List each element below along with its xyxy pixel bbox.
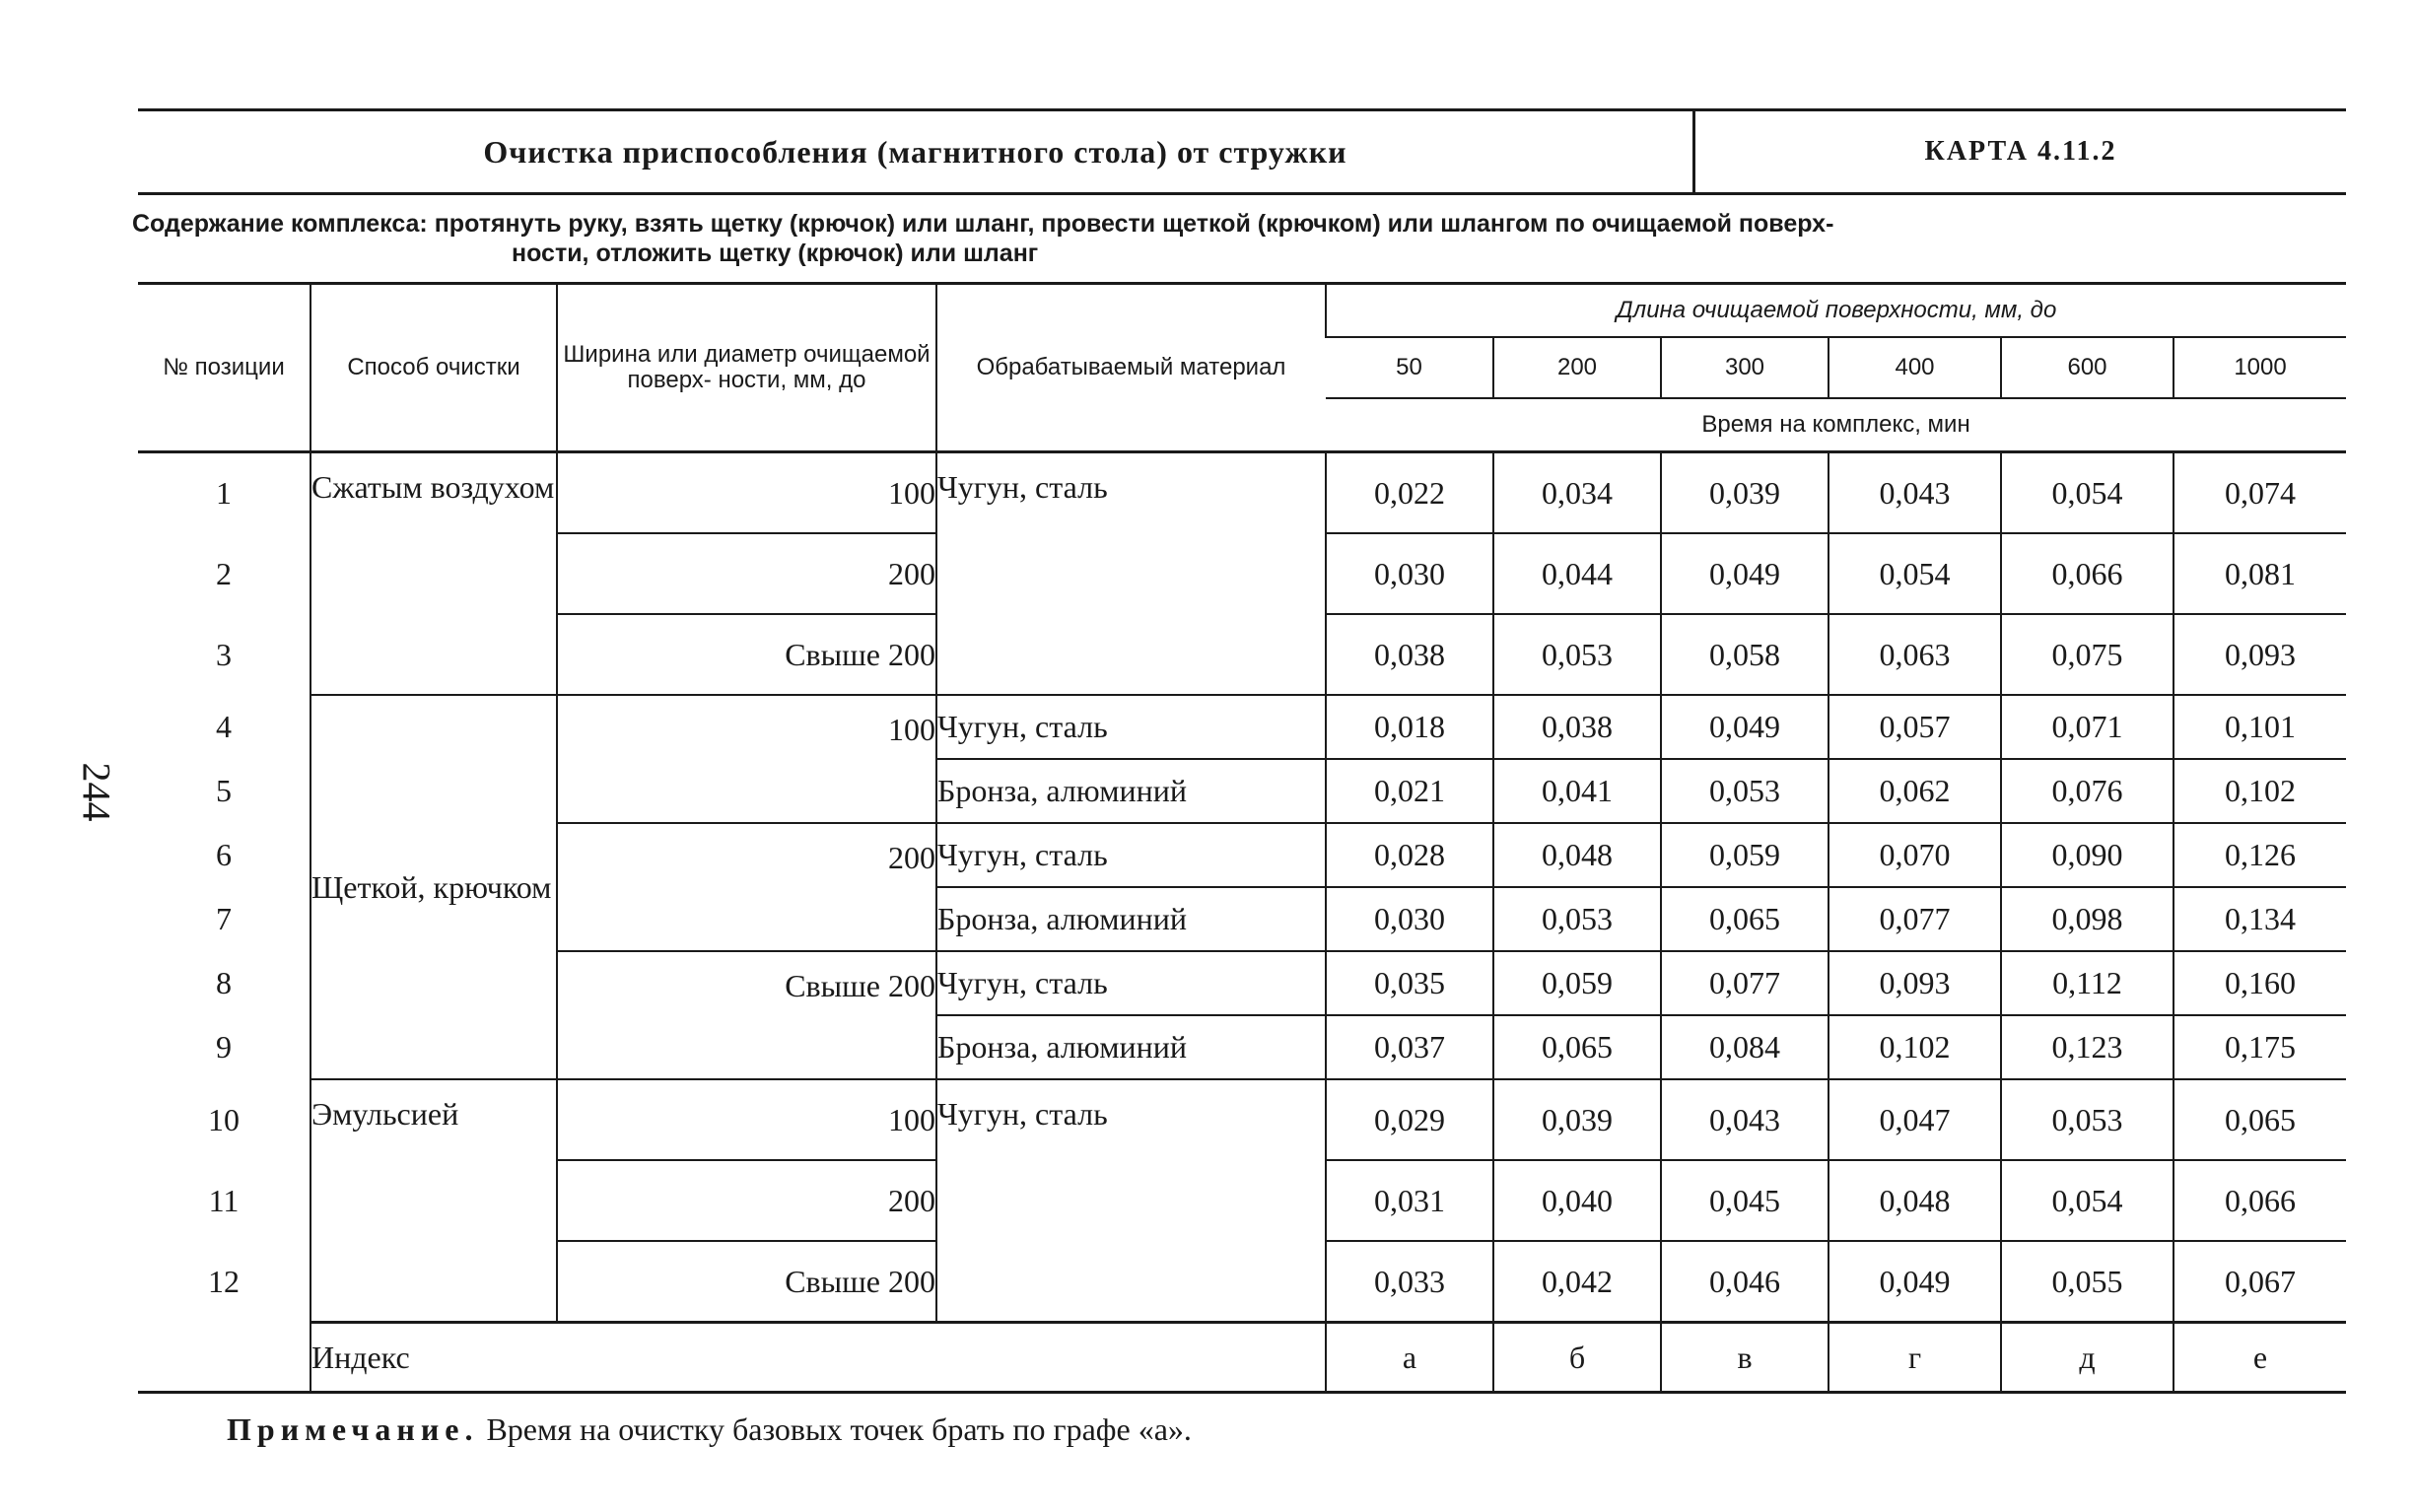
material-cell: Бронза, алюминий — [936, 887, 1326, 951]
value-cell: 0,093 — [1828, 951, 2001, 1015]
value-cell: 0,037 — [1326, 1015, 1493, 1079]
width-cell: Свыше 200 — [557, 951, 936, 1079]
value-cell: 0,071 — [2001, 695, 2174, 759]
row-position: 4 — [216, 709, 232, 744]
index-spacer — [138, 1323, 310, 1393]
row-position: 1 — [216, 475, 232, 511]
index-letter: д — [2001, 1323, 2174, 1393]
value-cell: 0,102 — [2174, 759, 2346, 823]
index-letter: г — [1828, 1323, 2001, 1393]
index-letter: б — [1493, 1323, 1661, 1393]
norms-table — [138, 282, 2346, 1394]
card-header — [138, 111, 2346, 195]
note-text: Время на очистку базовых точек брать по графе «а». — [478, 1411, 1192, 1447]
value-cell: 0,039 — [1493, 1079, 1661, 1160]
value-cell: 0,054 — [2001, 1160, 2174, 1241]
index-letter: а — [1326, 1323, 1493, 1393]
material-cell: Чугун, сталь — [936, 951, 1326, 1015]
tech-card — [132, 108, 2346, 1448]
method-cell: Сжатым воздухом — [310, 452, 557, 696]
complex-content — [132, 195, 2346, 282]
value-cell: 0,065 — [2174, 1079, 2346, 1160]
value-cell: 0,030 — [1326, 533, 1493, 614]
col-material: Обрабатываемый материал — [936, 284, 1326, 452]
width-cell: 200 — [557, 1160, 936, 1241]
width-cell: 100 — [557, 452, 936, 534]
row-position: 7 — [216, 901, 232, 936]
value-cell: 0,090 — [2001, 823, 2174, 887]
col-time: Время на комплекс, мин — [1326, 398, 2346, 452]
value-cell: 0,043 — [1661, 1079, 1828, 1160]
row-position: 11 — [208, 1182, 240, 1218]
value-cell: 0,098 — [2001, 887, 2174, 951]
value-cell: 0,045 — [1661, 1160, 1828, 1241]
value-cell: 0,034 — [1493, 452, 1661, 534]
method-cell: Эмульсией — [310, 1079, 557, 1323]
col-length-4: 600 — [2001, 337, 2174, 398]
value-cell: 0,049 — [1828, 1241, 2001, 1323]
value-cell: 0,040 — [1493, 1160, 1661, 1241]
row-position: 6 — [216, 837, 232, 872]
value-cell: 0,053 — [1661, 759, 1828, 823]
value-cell: 0,039 — [1661, 452, 1828, 534]
material-cell: Чугун, сталь — [936, 695, 1326, 759]
value-cell: 0,101 — [2174, 695, 2346, 759]
value-cell: 0,054 — [2001, 452, 2174, 534]
width-cell: 100 — [557, 695, 936, 823]
value-cell: 0,022 — [1326, 452, 1493, 534]
value-cell: 0,066 — [2001, 533, 2174, 614]
value-cell: 0,067 — [2174, 1241, 2346, 1323]
row-position: 3 — [216, 636, 232, 672]
value-cell: 0,049 — [1661, 695, 1828, 759]
col-length-3: 400 — [1828, 337, 2001, 398]
value-cell: 0,126 — [2174, 823, 2346, 887]
width-cell: Свыше 200 — [557, 614, 936, 695]
material-cell: Чугун, сталь — [936, 823, 1326, 887]
value-cell: 0,038 — [1326, 614, 1493, 695]
value-cell: 0,063 — [1828, 614, 2001, 695]
value-cell: 0,041 — [1493, 759, 1661, 823]
value-cell: 0,123 — [2001, 1015, 2174, 1079]
value-cell: 0,084 — [1661, 1015, 1828, 1079]
value-cell: 0,077 — [1828, 887, 2001, 951]
row-position: 12 — [208, 1263, 240, 1299]
value-cell: 0,048 — [1828, 1160, 2001, 1241]
col-length-0: 50 — [1326, 337, 1493, 398]
value-cell: 0,065 — [1661, 887, 1828, 951]
width-cell: 200 — [557, 823, 936, 951]
value-cell: 0,057 — [1828, 695, 2001, 759]
value-cell: 0,054 — [1828, 533, 2001, 614]
footnote — [138, 1411, 2346, 1448]
value-cell: 0,134 — [2174, 887, 2346, 951]
page-number: 244 — [74, 762, 119, 822]
value-cell: 0,018 — [1326, 695, 1493, 759]
value-cell: 0,059 — [1493, 951, 1661, 1015]
width-cell: 100 — [557, 1079, 936, 1160]
value-cell: 0,070 — [1828, 823, 2001, 887]
value-cell: 0,093 — [2174, 614, 2346, 695]
card-title: Очистка приспособления (магнитного стола) от стружки — [138, 111, 1695, 192]
value-cell: 0,066 — [2174, 1160, 2346, 1241]
col-position: № позиции — [138, 284, 310, 452]
value-cell: 0,035 — [1326, 951, 1493, 1015]
value-cell: 0,030 — [1326, 887, 1493, 951]
material-cell: Бронза, алюминий — [936, 1015, 1326, 1079]
value-cell: 0,028 — [1326, 823, 1493, 887]
material-cell: Бронза, алюминий — [936, 759, 1326, 823]
material-cell: Чугун, сталь — [936, 452, 1326, 696]
value-cell: 0,049 — [1661, 533, 1828, 614]
width-cell: 200 — [557, 533, 936, 614]
col-length-2: 300 — [1661, 337, 1828, 398]
value-cell: 0,077 — [1661, 951, 1828, 1015]
value-cell: 0,053 — [1493, 614, 1661, 695]
value-cell: 0,112 — [2001, 951, 2174, 1015]
col-length-5: 1000 — [2174, 337, 2346, 398]
value-cell: 0,021 — [1326, 759, 1493, 823]
value-cell: 0,175 — [2174, 1015, 2346, 1079]
material-cell: Чугун, сталь — [936, 1079, 1326, 1323]
method-cell: Щеткой, крючком — [310, 695, 557, 1079]
col-length-group: Длина очищаемой поверхности, мм, до — [1326, 284, 2346, 338]
index-letter: е — [2174, 1323, 2346, 1393]
table-header — [138, 284, 2346, 338]
value-cell: 0,062 — [1828, 759, 2001, 823]
col-length-1: 200 — [1493, 337, 1661, 398]
value-cell: 0,058 — [1661, 614, 1828, 695]
note-label: Примечание. — [227, 1411, 479, 1447]
col-width: Ширина или диаметр очищаемой поверх- ности, мм, до — [557, 284, 936, 452]
index-letter: в — [1661, 1323, 1828, 1393]
value-cell: 0,055 — [2001, 1241, 2174, 1323]
row-position: 8 — [216, 965, 232, 1000]
value-cell: 0,074 — [2174, 452, 2346, 534]
value-cell: 0,031 — [1326, 1160, 1493, 1241]
card-number: КАРТА 4.11.2 — [1924, 136, 2117, 167]
value-cell: 0,076 — [2001, 759, 2174, 823]
content-line-2: ности, отложить щетку (крючок) или шланг — [512, 240, 1039, 267]
table-row — [138, 1079, 2346, 1160]
value-cell: 0,048 — [1493, 823, 1661, 887]
value-cell: 0,047 — [1828, 1079, 2001, 1160]
value-cell: 0,053 — [1493, 887, 1661, 951]
index-row — [138, 1323, 2346, 1393]
value-cell: 0,042 — [1493, 1241, 1661, 1323]
width-cell: Свыше 200 — [557, 1241, 936, 1323]
value-cell: 0,160 — [2174, 951, 2346, 1015]
value-cell: 0,059 — [1661, 823, 1828, 887]
value-cell: 0,053 — [2001, 1079, 2174, 1160]
index-label: Индекс — [310, 1323, 1326, 1393]
row-position: 2 — [216, 555, 232, 591]
row-position: 10 — [208, 1101, 240, 1137]
value-cell: 0,038 — [1493, 695, 1661, 759]
value-cell: 0,043 — [1828, 452, 2001, 534]
value-cell: 0,046 — [1661, 1241, 1828, 1323]
col-method: Способ очистки — [310, 284, 557, 452]
value-cell: 0,075 — [2001, 614, 2174, 695]
content-line-1: Содержание комплекса: протянуть руку, взять щетку (крючок) или шланг, провести щеткой (крючком) или шлангом по очищаемой поверх- — [132, 210, 1834, 238]
table-row — [138, 452, 2346, 534]
table-row — [138, 695, 2346, 759]
value-cell: 0,102 — [1828, 1015, 2001, 1079]
value-cell: 0,081 — [2174, 533, 2346, 614]
row-position: 5 — [216, 773, 232, 808]
row-position: 9 — [216, 1029, 232, 1065]
value-cell: 0,044 — [1493, 533, 1661, 614]
value-cell: 0,029 — [1326, 1079, 1493, 1160]
value-cell: 0,033 — [1326, 1241, 1493, 1323]
value-cell: 0,065 — [1493, 1015, 1661, 1079]
